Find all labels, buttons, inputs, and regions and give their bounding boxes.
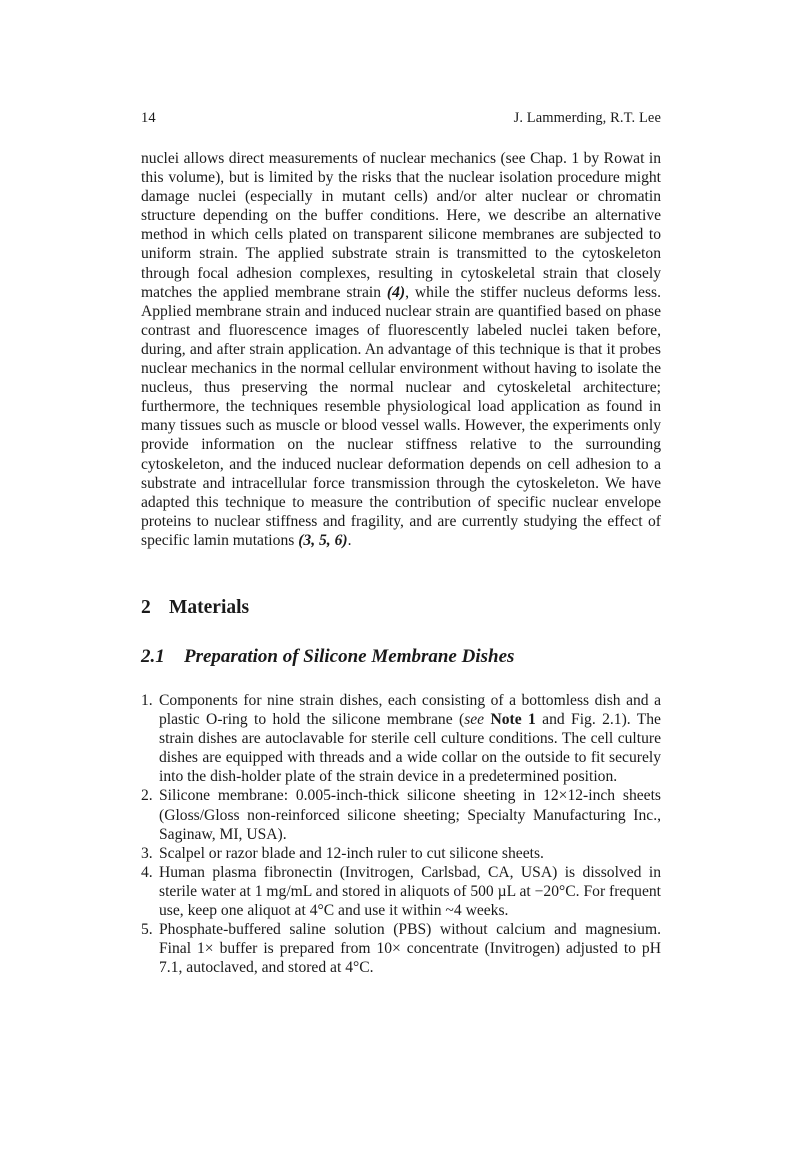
intro-text-part-1: nuclei allows direct measurements of nuclear mechanics (see Chap. 1 by Rowat in this volume), but is limited by the risks that the nuclear isolation procedure might damage nuclei (especially in mutant cells) and/or alter nuclear or chromatin structure depending on the buffer conditions. Here, we describe an alternative method in which cells plated on transparent silicone membranes are subjected to uniform strain. The applied substrate strain is transmitted to the cytoskeleton through focal adhesion complexes, resulting in cytoskeletal strain that closely matches the applied membrane strain [141, 150, 661, 301]
list-item-text [159, 691, 661, 786]
subsection-number: 2.1 [141, 646, 165, 667]
page-number: 14 [141, 110, 156, 126]
section-number: 2 [141, 597, 151, 618]
subsection-title: Preparation of Silicone Membrane Dishes [184, 646, 515, 667]
list-item-number: 5. [141, 921, 153, 939]
running-head-authors: J. Lammerding, R.T. Lee [513, 110, 661, 126]
list-item [141, 844, 661, 863]
list-item-number: 2. [141, 787, 153, 805]
list-item [141, 863, 661, 920]
intro-text-part-2: , while the stiffer nucleus deforms less. Applied membrane strain and induced nuclear strain are quantified based on phase contrast and fluorescence images of fluorescently labeled nuclei taken before, during, and after strain application. An advantage of this technique is that it probes nuclear mechanics in the normal cellular environment without having to isolate the nucleus, thus preserving the normal nuclear and cytoskeletal architecture; furthermore, the techniques resemble physiological load application as found in many tissues such as muscle or blood vessel walls. However, the experiments only provide information on the nuclear stiffness relative to the surrounding cytoskeleton, and the induced nuclear deformation depends on cell adhesion to a substrate and intracellular force transmission through the cytoskeleton. We have adapted this technique to measure the contribution of specific nuclear envelope proteins to nuclear stiffness and fragility, and are currently studying the effect of specific lamin mutations [141, 283, 661, 549]
note-reference: Note 1 [484, 711, 536, 729]
list-item-text: Phosphate-buffered saline solution (PBS) without calcium and magnesium. Final 1× buffer is prepared from 10× concentrate (Invitrogen) adjusted to pH 7.1, autoclaved, and stored at 4°C. [159, 921, 661, 977]
list-item-number: 3. [141, 844, 153, 862]
citation-ref: (3, 5, 6) [298, 531, 348, 549]
materials-list [141, 691, 661, 977]
section-title: Materials [169, 597, 250, 618]
see-italic: see [464, 711, 485, 729]
list-item-text: Scalpel or razor blade and 12-inch ruler to cut silicone sheets. [159, 844, 544, 862]
intro-paragraph [141, 149, 661, 550]
list-item-number: 1. [141, 692, 153, 709]
section-heading [141, 597, 249, 619]
list-item-text: Human plasma fibronectin (Invitrogen, Carlsbad, CA, USA) is dissolved in sterile water at 1 mg/mL and stored in aliquots of 500 µL at −20°C. For frequent use, keep one aliquot at 4°C and use it within ~4 weeks. [159, 863, 661, 920]
list-item-text: Silicone membrane: 0.005-inch-thick silicone sheeting in 12×12-inch sheets (Gloss/Gloss non-reinforced silicone sheeting; Specialty Manufacturing Inc., Saginaw, MI, USA). [159, 787, 661, 843]
list-item [141, 786, 661, 843]
citation-ref: (4) [386, 283, 406, 301]
list-item-text-part: and Fig. 2.1). The strain dishes are autoclavable for sterile cell culture conditions. The cell culture dishes are equipped with threads and a wide collar on the outside to fit securely into the dish-holder plate of the strain device in a predetermined position. [159, 711, 661, 786]
list-item [141, 691, 661, 786]
running-header [141, 110, 661, 127]
intro-text-part-3: . [347, 531, 352, 549]
subsection-heading [141, 646, 514, 668]
list-item-number: 4. [141, 863, 153, 881]
list-item [141, 920, 661, 977]
list-item-text-part: Components for nine strain dishes, each consisting of a bottomless dish and a plastic O-ring to hold the silicone membrane ( [159, 692, 661, 729]
